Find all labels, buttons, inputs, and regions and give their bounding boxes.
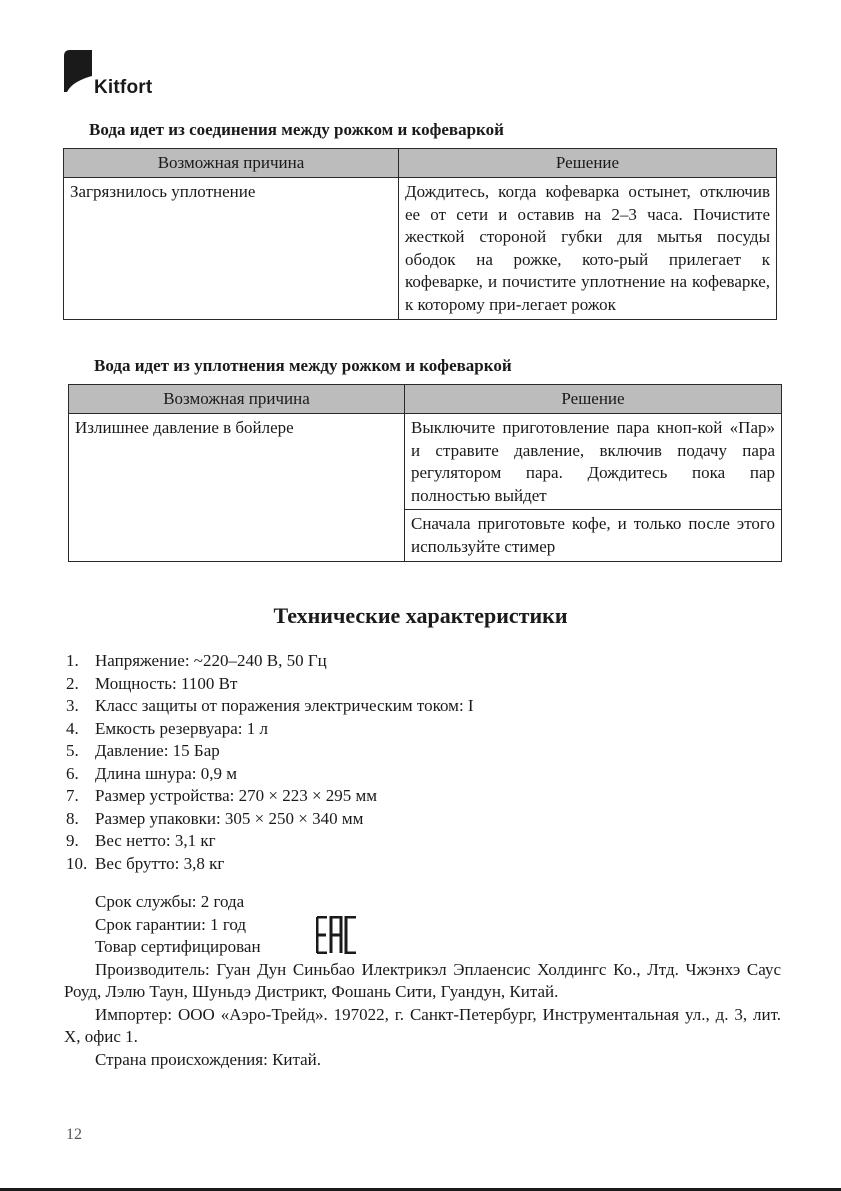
spec-list [66,650,474,875]
table-header-row [69,385,782,414]
list-item [66,650,474,673]
column-header-cause: Возможная причина [64,149,399,178]
eac-certification-icon [316,916,358,954]
spec-number: 10. [66,853,88,873]
column-header-solution: Решение [399,149,777,178]
section-title-seal-leak: Вода идет из уплотнения между рожком и кофеваркой [94,356,512,375]
list-item [66,853,474,876]
cause-cell: Излишнее давление в бойлере [69,414,405,562]
solution-cell: Дождитесь, когда кофеварка остынет, отключив ее от сети и оставив на 2–3 часа. Почистите жесткой стороной губки для мытья посуды ободок на рожке, кото-рый прилегает к кофеварке, и почистите уплотнение на кофеварке, к которому при-легает рожок [399,178,777,320]
spec-number: 1. [66,651,79,670]
spec-text: Длина шнура: 0,9 м [95,763,238,783]
list-item [66,830,474,853]
list-item [66,695,474,718]
list-item [66,808,474,831]
spec-number: 9. [66,831,79,850]
solution-cell: Сначала приготовьте кофе, и только после этого используйте стимер [405,510,782,561]
list-item [66,673,474,696]
troubleshooting-table-seal [68,384,782,562]
cause-cell: Загрязнилось уплотнение [64,178,399,320]
spec-number: 2. [66,673,79,693]
spec-text: Размер упаковки: 305 × 250 × 340 мм [95,808,364,828]
spec-number: 6. [66,763,79,783]
spec-text: Мощность: 1100 Вт [95,673,238,693]
spec-text: Вес брутто: 3,8 кг [95,853,225,873]
kitfort-logo-mark-icon [64,50,92,92]
column-header-cause: Возможная причина [69,385,405,414]
tech-specs-title: Технические характеристики [273,603,568,628]
section-title-connection-leak: Вода идет из соединения между рожком и кофеваркой [89,120,504,139]
table-row [64,178,777,320]
certification-note: Товар сертифицирован [95,937,261,956]
troubleshooting-table-connection [63,148,777,320]
table-row [69,414,782,510]
warranty-period: Срок гарантии: 1 год [95,914,247,934]
list-item [66,718,474,741]
column-header-solution: Решение [405,385,782,414]
spec-number: 5. [66,741,79,760]
list-item [66,785,474,808]
list-item [66,763,474,786]
spec-text: Давление: 15 Бар [95,741,220,760]
product-info [64,891,781,1071]
spec-text: Емкость резервуара: 1 л [95,718,268,738]
manufacturer-info: Производитель: Гуан Дун Синьбао Илектрикэл Эплаенсис Холдингс Ко., Лтд. Чжэнхэ Саус Роуд, Лэлю Таун, Шуньдэ Дистрикт, Фошань Сити, Гуандун, Китай. [64,959,781,1001]
spec-number: 7. [66,786,79,805]
service-life: Срок службы: 2 года [95,892,245,911]
list-item [66,740,474,763]
importer-info: Импортер: ООО «Аэро-Трейд». 197022, г. Санкт-Петербург, Инструментальная ул., д. 3, лит. Х, офис 1. [64,1004,781,1046]
page-number: 12 [66,1126,82,1143]
spec-text: Размер устройства: 270 × 223 × 295 мм [95,786,378,805]
spec-number: 3. [66,696,79,715]
spec-number: 4. [66,718,79,738]
spec-number: 8. [66,808,79,828]
spec-text: Класс защиты от поражения электрическим током: I [95,696,474,715]
brand-name: Kitfort [94,77,153,98]
spec-text: Вес нетто: 3,1 кг [95,831,216,850]
country-of-origin: Страна происхождения: Китай. [95,1049,322,1069]
spec-text: Напряжение: ~220–240 В, 50 Гц [95,651,327,670]
kitfort-logo [64,44,174,100]
table-header-row [64,149,777,178]
solution-cell: Выключите приготовление пара кноп-кой «Пар» и стравите давление, включив подачу пара регулятором пара. Дождитесь пока пар полностью выйдет [405,414,782,510]
